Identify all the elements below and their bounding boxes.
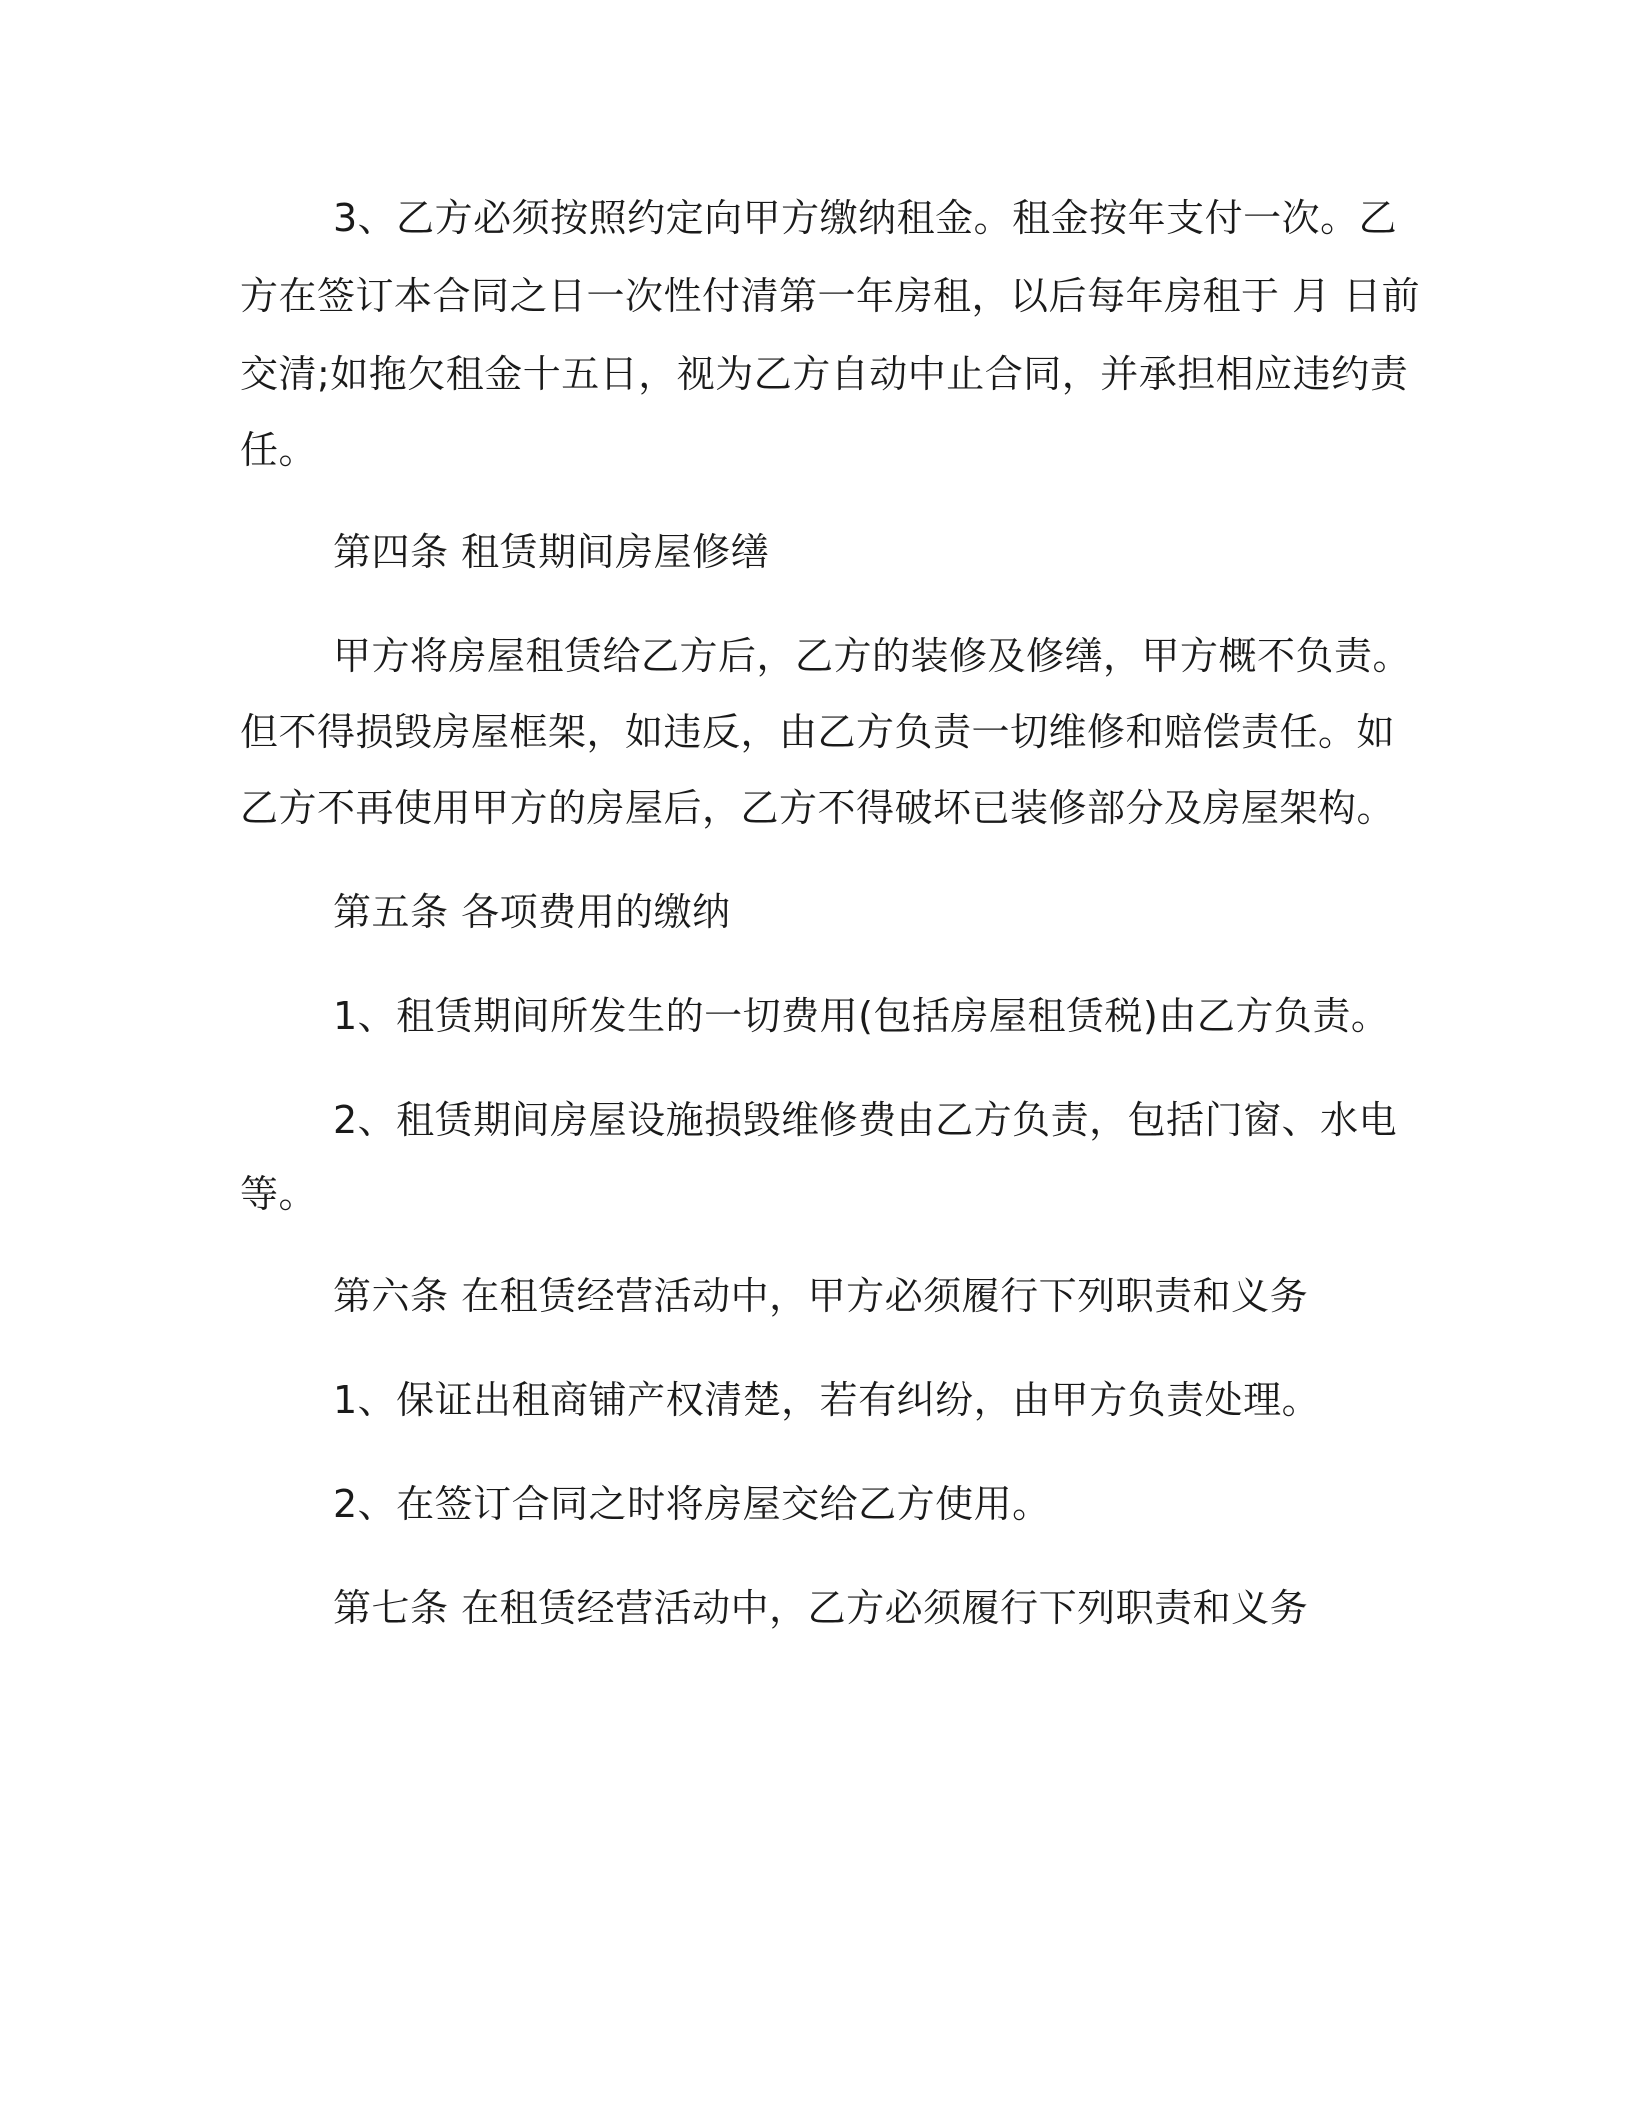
article-5-item-2-line-2: 等。 bbox=[240, 1172, 318, 1216]
article-5-heading: 第五条 各项费用的缴纳 bbox=[333, 890, 731, 934]
article-5-item-2-line-1: 2、租赁期间房屋设施损毁维修费由乙方负责，包括门窗、水电 bbox=[333, 1098, 1398, 1142]
article-6-heading: 第六条 在租赁经营活动中，甲方必须履行下列职责和义务 bbox=[333, 1274, 1309, 1318]
clause-3-line-4: 任。 bbox=[240, 428, 318, 472]
clause-3-line-1: 3、乙方必须按照约定向甲方缴纳租金。租金按年支付一次。乙 bbox=[333, 196, 1398, 240]
article-4-heading: 第四条 租赁期间房屋修缮 bbox=[333, 530, 770, 574]
article-4-para-line-2: 但不得损毁房屋框架，如违反，由乙方负责一切维修和赔偿责任。如 bbox=[240, 710, 1396, 754]
clause-3-line-2: 方在签订本合同之日一次性付清第一年房租，以后每年房租于 月 日前 bbox=[240, 274, 1421, 318]
article-7-heading: 第七条 在租赁经营活动中，乙方必须履行下列职责和义务 bbox=[333, 1586, 1309, 1630]
article-4-para-line-1: 甲方将房屋租赁给乙方后，乙方的装修及修缮，甲方概不负责。 bbox=[333, 634, 1412, 678]
clause-3-line-3: 交清;如拖欠租金十五日，视为乙方自动中止合同，并承担相应违约责 bbox=[240, 352, 1409, 396]
article-4-para-line-3: 乙方不再使用甲方的房屋后，乙方不得破坏已装修部分及房屋架构。 bbox=[240, 786, 1396, 830]
article-6-item-2: 2、在签订合同之时将房屋交给乙方使用。 bbox=[333, 1482, 1051, 1526]
article-5-item-1: 1、租赁期间所发生的一切费用(包括房屋租赁税)由乙方负责。 bbox=[333, 994, 1390, 1038]
article-6-item-1: 1、保证出租商铺产权清楚，若有纠纷，由甲方负责处理。 bbox=[333, 1378, 1321, 1422]
